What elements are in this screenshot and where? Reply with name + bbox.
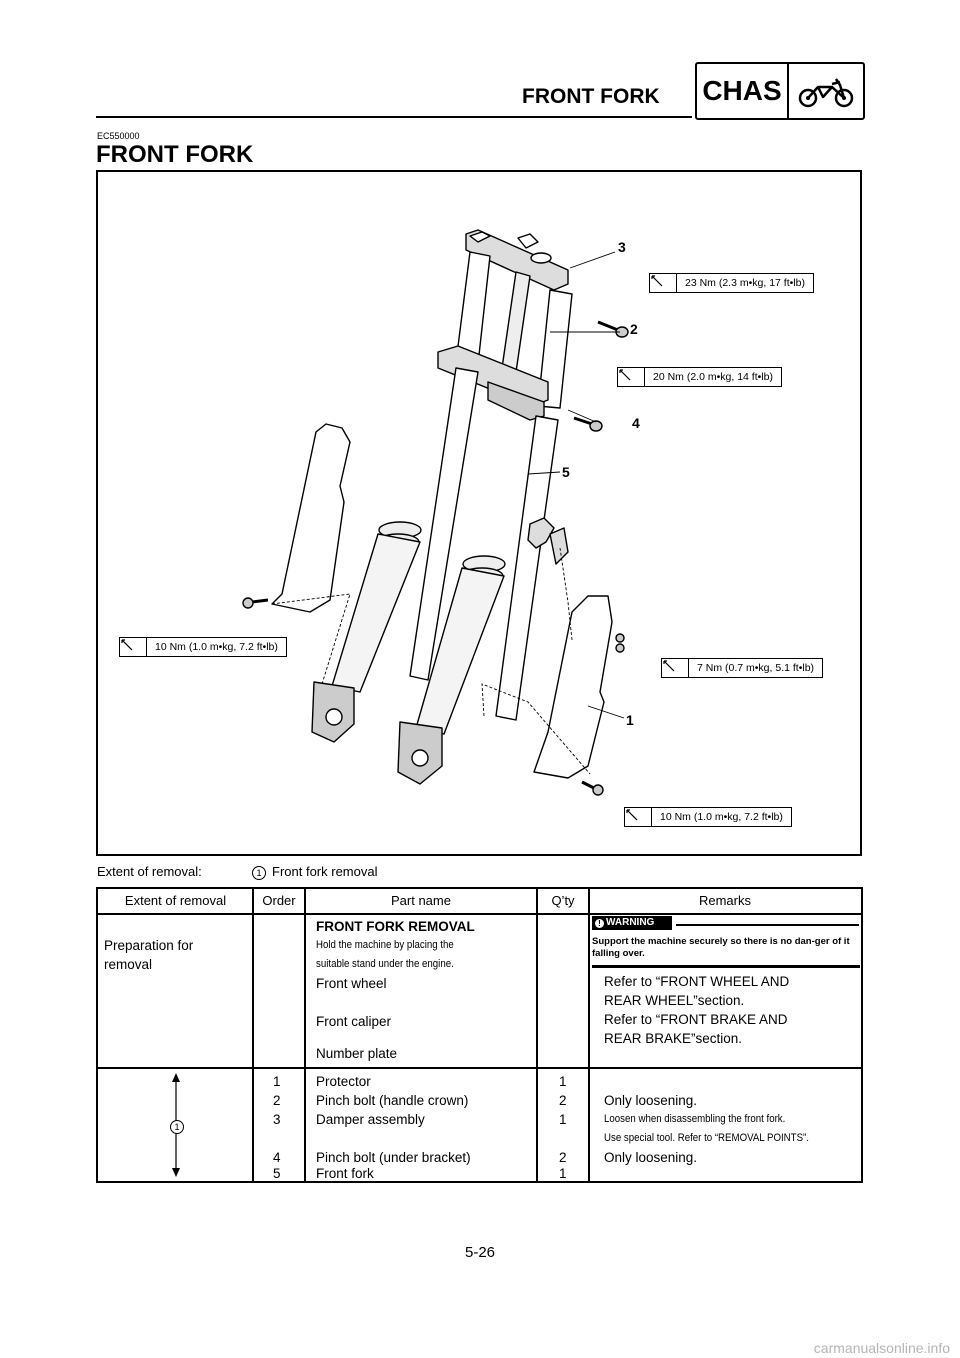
section-title: FRONT FORK — [96, 141, 254, 168]
prep-remark-line-2: REAR WHEEL”section. — [604, 993, 745, 1008]
extent-arrow-badge: 1 — [170, 1120, 184, 1134]
prep-item-number-plate: Number plate — [316, 1046, 398, 1061]
row-2-remark: Only loosening. — [604, 1093, 698, 1108]
torque-spec-5: 10 Nm (1.0 m•kg, 7.2 ft•lb) — [624, 807, 792, 827]
extent-number-badge: 1 — [252, 866, 266, 880]
torque-spec-4: 7 Nm (0.7 m•kg, 5.1 ft•lb) — [661, 658, 823, 678]
prep-item-front-caliper: Front caliper — [316, 1014, 392, 1029]
torque-spec-2: 20 Nm (2.0 m•kg, 14 ft•lb) — [617, 367, 782, 387]
row-4-qty: 2 — [559, 1150, 567, 1165]
row-5-qty: 1 — [559, 1166, 567, 1181]
torque-spec-1: 23 Nm (2.3 m•kg, 17 ft•lb) — [649, 273, 814, 293]
col-header-qty: Q’ty — [551, 893, 575, 908]
prep-remark-line-4: REAR BRAKE”section. — [604, 1031, 743, 1046]
row-1-order: 1 — [273, 1074, 281, 1089]
removal-table — [96, 887, 863, 1183]
torque-wrench-icon — [120, 638, 147, 656]
callout-2: 2 — [630, 321, 638, 337]
torque-wrench-icon — [650, 274, 677, 292]
section-tab — [695, 62, 865, 120]
prep-item-front-wheel: Front wheel — [316, 976, 387, 991]
prep-label-line-1: Preparation for — [104, 938, 194, 953]
col-header-remarks: Remarks — [698, 893, 751, 908]
page-number: 5-26 — [464, 1244, 496, 1261]
section-code-number: EC550000 — [97, 131, 140, 141]
torque-wrench-icon — [618, 368, 645, 386]
row-5-part: Front fork — [316, 1166, 374, 1181]
col-header-extent: Extent of removal — [124, 893, 227, 908]
prep-note-line-2: suitable stand under the engine. — [316, 958, 454, 970]
torque-wrench-icon — [625, 808, 652, 826]
col-divider — [252, 889, 254, 1181]
warning-text: Support the machine securely so there is no dan-ger of it falling over. — [592, 936, 850, 959]
callout-5: 5 — [562, 464, 570, 480]
row-3-remark-line-2: Use special tool. Refer to “REMOVAL POINTS”. — [604, 1132, 809, 1144]
torque-spec-3: 10 Nm (1.0 m•kg, 7.2 ft•lb) — [119, 637, 287, 657]
section-code: CHAS — [697, 64, 789, 118]
row-4-order: 4 — [273, 1150, 281, 1165]
col-divider — [536, 889, 538, 1181]
prep-remark-line-1: Refer to “FRONT WHEEL AND — [604, 974, 790, 989]
col-divider — [304, 889, 306, 1181]
callout-1: 1 — [626, 712, 634, 728]
row-3-part: Damper assembly — [316, 1112, 425, 1127]
header-divider — [98, 913, 861, 915]
header-rule — [96, 116, 692, 118]
header-title: FRONT FORK — [522, 85, 660, 108]
row-3-order: 3 — [273, 1112, 281, 1127]
row-2-part: Pinch bolt (handle crown) — [316, 1093, 469, 1108]
warning-bottom-rule — [592, 965, 860, 968]
prep-label-line-2: removal — [104, 957, 153, 972]
watermark: carmanualsonline.info — [813, 1340, 950, 1356]
row-3-remark-line-1: Loosen when disassembling the front fork. — [604, 1113, 786, 1125]
motorcycle-icon — [789, 64, 863, 118]
row-2-qty: 2 — [559, 1093, 567, 1108]
exploded-diagram — [96, 170, 862, 856]
row-1-part: Protector — [316, 1074, 371, 1089]
callout-3: 3 — [618, 239, 626, 255]
row-2-order: 2 — [273, 1093, 281, 1108]
row-4-part: Pinch bolt (under bracket) — [316, 1150, 471, 1165]
warning-rule — [676, 924, 859, 926]
callout-4: 4 — [632, 415, 640, 431]
row-5-order: 5 — [273, 1166, 281, 1181]
row-1-qty: 1 — [559, 1074, 567, 1089]
warning-badge: ! WARNING — [592, 916, 672, 930]
row-3-qty: 1 — [559, 1112, 567, 1127]
torque-wrench-icon — [662, 659, 689, 677]
section-divider — [98, 1067, 861, 1069]
prep-note-line-1: Hold the machine by placing the — [316, 939, 454, 951]
col-divider — [588, 889, 590, 1181]
extent-text: Front fork removal — [272, 864, 378, 879]
prep-remark-line-3: Refer to “FRONT BRAKE AND — [604, 1012, 788, 1027]
extent-label: Extent of removal: — [97, 864, 202, 879]
extent-value — [252, 864, 377, 880]
row-4-remark: Only loosening. — [604, 1150, 698, 1165]
prep-title: FRONT FORK REMOVAL — [316, 919, 475, 934]
col-header-part: Part name — [391, 893, 451, 908]
col-header-order: Order — [262, 893, 296, 908]
